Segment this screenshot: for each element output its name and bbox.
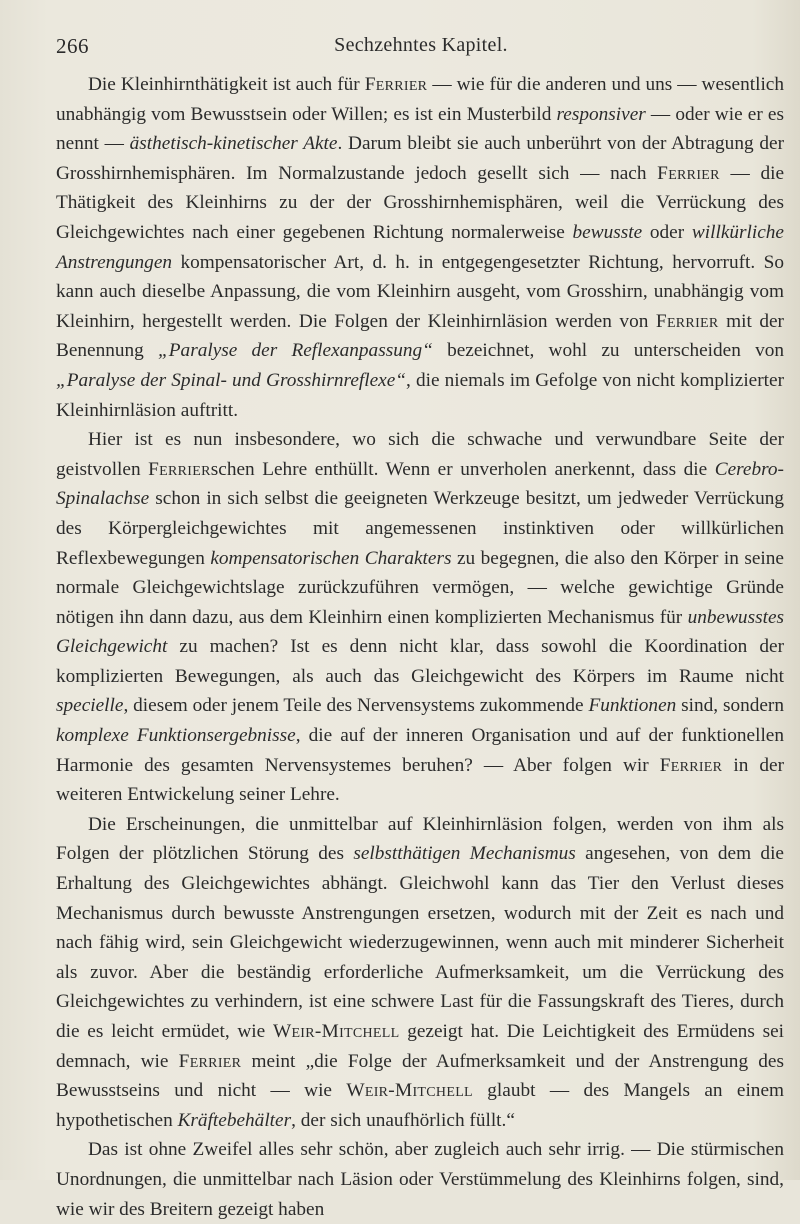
text-run: bezeichnet, wohl zu unterscheiden von [432, 340, 784, 362]
text-run: Hier ist es nun insbesondere, wo sich die schwache und verwundbare Seite der geistvollen [56, 429, 784, 480]
italic-phrase: Funktionen [588, 695, 677, 717]
italic-phrase: specielle [56, 695, 124, 717]
text-run: kompensatorischer Art, d. h. in entgegengesetzter Richtung, hervorruft. So kann auch dieselbe Anpassung, die vom Kleinhirn ausgeht, vom Grosshirn, unabhängig vom Kleinhirn, hergestellt werden. Die Folgen der Kleinhirnläsion werden von [56, 251, 784, 332]
text-run: , die niemals im Gefolge von nicht komplizierter Kleinhirnläsion auftritt. [56, 369, 784, 421]
paragraph [56, 425, 784, 810]
author-name: Weir-Mitchell [272, 1021, 400, 1042]
text-run: — die Thätigkeit des Kleinhirns zu der der Grosshirnhemisphären, weil die Verrückung des Gleichgewichtes nach einer gegebenen Richtung normalerweise [56, 162, 785, 243]
italic-phrase: Kräftebehälter [177, 1109, 292, 1131]
author-name: Ferrier [659, 754, 723, 776]
italic-phrase: bewusste [572, 221, 643, 243]
italic-phrase: „Paralyse der Reflexanpassung“ [158, 340, 433, 362]
text-run: oder [642, 221, 692, 243]
text-run: schen Lehre enthüllt. Wenn er unverholen anerkennt, dass die [210, 458, 715, 480]
author-name: Weir-Mitchell [346, 1080, 473, 1102]
paragraph [56, 70, 784, 425]
italic-phrase: willkürliche Anstrengungen [56, 221, 784, 273]
author-name: Ferrier [178, 1050, 242, 1072]
italic-phrase: komplexe Funktionsergebnisse [56, 725, 296, 747]
author-name: Ferrier [655, 310, 719, 332]
text-run: , diesem oder jenem Teile des Nervensystems zukommende [123, 695, 589, 717]
author-name: Ferrier [657, 162, 720, 184]
italic-phrase: responsiver [556, 103, 646, 125]
page-number: 266 [56, 34, 89, 58]
text-run: , die auf der inneren Organisation und auf der funktionellen Harmonie des gesamten Nervensystemes beruhen? — Aber folgen wir [56, 725, 785, 776]
italic-phrase: Cerebro-Spinalachse [56, 458, 784, 510]
italic-phrase: ästhetisch-kinetischer Akte [129, 133, 338, 155]
text-run: mit der Benennung [56, 310, 784, 362]
text-run: schon in sich selbst die geeigneten Werkzeuge besitzt, um jedweder Verrückung des Körpergleichgewichtes mit angemessenen instinktiven oder willkürlichen Reflexbewegungen [56, 488, 784, 569]
text-run: gezeigt hat. Die Leichtigkeit des Ermüdens sei demnach, wie [56, 1021, 784, 1072]
body-text [56, 70, 784, 1224]
italic-phrase: selbstthätigen Mechanismus [353, 843, 576, 865]
text-run: meint „die Folge der Aufmerksamkeit und der Anstrengung des Bewusstseins und nicht — wie [56, 1050, 784, 1102]
text-run: — wie für die anderen und uns — wesentlich unabhängig vom Bewusstsein oder Willen; es ist ein Musterbild [56, 74, 784, 125]
text-run: angesehen, von dem die Erhaltung des Gleichgewichtes abhängt. Gleichwohl kann das Tier den Verlust dieses Mechanismus durch bewusste Anstrengungen ersetzen, wodurch mit der Zeit es nach und nach fähig wird, sein Gleichgewicht wiederzugewinnen, wenn auch mit minderer Sicherheit als zuvor. Aber die beständig erforderliche Aufmerksamkeit, um die Verrückung des Gleichgewichtes zu verhindern, ist eine schwere Last für die Fassungskraft des Tieres, durch die es leicht ermüdet, wie [56, 843, 784, 1042]
text-run: in der weiteren Entwickelung seiner Lehre. [56, 754, 784, 806]
text-run: zu begegnen, die also den Körper in seine normale Gleichgewichtslage zurückzuführen vermögen, — welche gewichtige Gründe nötigen ihn dann dazu, aus dem Kleinhirn einen komplizierten Mechanismus für [56, 547, 784, 628]
italic-phrase: „Paralyse der Spinal- und Grosshirnreflexe“ [56, 369, 407, 391]
text-run: — oder wie er es nennt — [56, 103, 784, 155]
text-run: . Darum bleibt sie auch unberührt von der Abtragung der Grosshirnhemisphären. Im Normalzustande jedoch gesellt sich — nach [56, 133, 784, 184]
italic-phrase: kompensatorischen Charakters [210, 547, 452, 569]
paragraph [56, 810, 784, 1136]
text-run: glaubt — des Mangels an einem hypothetischen [56, 1080, 785, 1131]
text-run: zu machen? Ist es denn nicht klar, dass sowohl die Koordination der komplizierten Bewegungen, als auch das Gleichgewicht des Körpers im Raume nicht [56, 636, 784, 687]
running-head: Sechzehntes Kapitel. [334, 34, 508, 56]
text-run: sind, sondern [676, 695, 784, 717]
author-name: Ferrier [148, 458, 211, 480]
text-run: Die Erscheinungen, die unmittelbar auf Kleinhirnläsion folgen, werden von ihm als Folgen der plötzlichen Störung des [56, 813, 784, 865]
page-header [56, 34, 786, 64]
text-run: Die Kleinhirnthätigkeit ist auch für [88, 74, 365, 95]
author-name: Ferrier [364, 74, 428, 95]
text-run: Das ist ohne Zweifel alles sehr schön, aber zugleich auch sehr irrig. — Die stürmischen Unordnungen, die unmittelbar nach Läsion oder Verstümmelung des Kleinhirns folgen, sind, wie wir des Breitern gezeigt haben [56, 1139, 784, 1220]
text-run: , der sich unaufhörlich füllt.“ [291, 1109, 515, 1131]
italic-phrase: unbewusstes Gleichgewicht [56, 606, 784, 658]
